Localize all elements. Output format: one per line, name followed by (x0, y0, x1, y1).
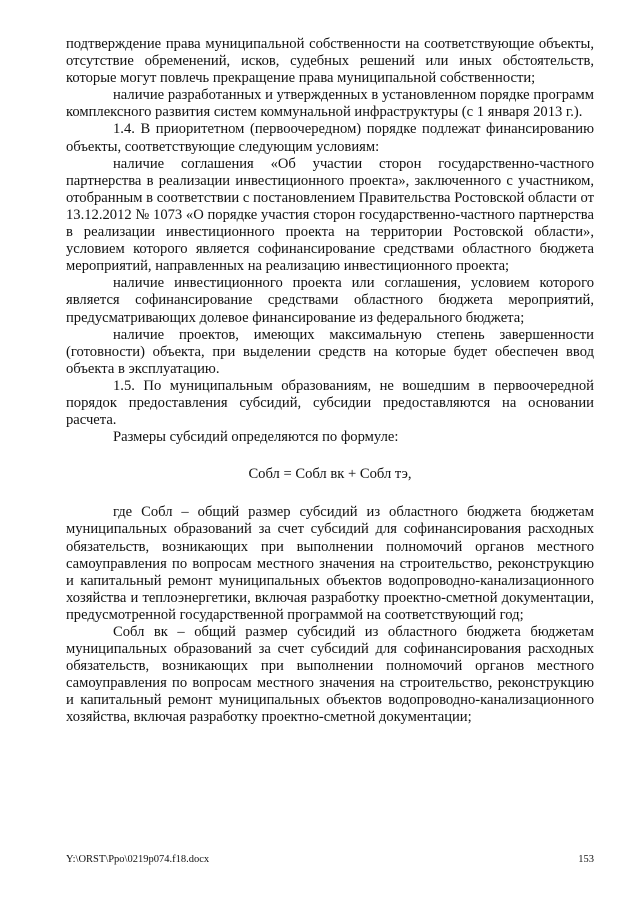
page-footer (66, 854, 594, 866)
paragraph-agreement: наличие соглашения «Об участии сторон государственно-частного партнерства в реализации инвестиционного проекта», заключенного с участником, отобранным в соответствии с постановлением Правительства Ростовской области от 13.12.2012 № 1073 «О порядке участия сторон государственно-частного партнерства в реализации инвестиционного проекта на территории Ростовской области», условием которого является софинансирование средствами областного бюджета мероприятий, направленных на реализацию инвестиционного проекта; (66, 155, 594, 275)
file-path: Y:\ORST\Ppo\0219p074.f18.docx (66, 854, 210, 865)
paragraph-1-5: 1.5. По муниципальным образованиям, не вошедшим в первоочередной порядок предоставления субсидий, субсидии предоставляются на основании расчета. (66, 377, 594, 429)
page-number: 153 (578, 854, 594, 865)
document-body (66, 36, 594, 727)
paragraph-programs: наличие разработанных и утвержденных в установленном порядке программ комплексного развития систем коммунальной инфраструктуры (с 1 января 2013 г.). (66, 87, 594, 121)
paragraph-formula-intro: Размеры субсидий определяются по формуле: (113, 429, 399, 446)
paragraph-investment-project: наличие инвестиционного проекта или соглашения, условием которого является софинансирование средствами областного бюджета мероприятий, предусматривающих долевое финансирование из федерального бюджета; (66, 275, 594, 326)
paragraph-ownership: подтверждение права муниципальной собственности на соответствующие объекты, отсутствие обременений, исков, судебных решений или иных обстоятельств, которые могут повлечь прекращение права муниципальной собственности; (66, 36, 594, 87)
paragraph-completion: наличие проектов, имеющих максимальную степень завершенности (готовности) объекта, при выделении средств на которые будет обеспечен ввод объекта в эксплуатацию. (66, 326, 594, 377)
definition-sobl-vk: Собл вк – общий размер субсидий из областного бюджета бюджетам муниципальных образований за счет субсидий для софинансирования расходных обязательств, возникающих при выполнении полномочий органов местного самоуправления по вопросам местного значения на строительство, реконструкцию и капитальный ремонт муниципальных объектов водопроводно-канализационного хозяйства, включая разработку проектно-сметной документации; (66, 624, 594, 726)
definition-sobl: где Собл – общий размер субсидий из областного бюджета бюджетам муниципальных образований за счет субсидий для софинансирования расходных обязательств, возникающих при выполнении полномочий органов местного самоуправления по вопросам местного значения на строительство, реконструкцию и капитальный ремонт муниципальных объектов водопроводно-канализационного хозяйства и теплоэнергетики, включая разработку проектно-сметной документации, предусмотренной государственной программой на соответствующий год; (66, 504, 594, 623)
formula: Собл = Собл вк + Собл тэ, (248, 466, 412, 483)
paragraph-1-4: 1.4. В приоритетном (первоочередном) порядке подлежат финансированию объекты, соответствующие следующим условиям: (66, 121, 594, 155)
